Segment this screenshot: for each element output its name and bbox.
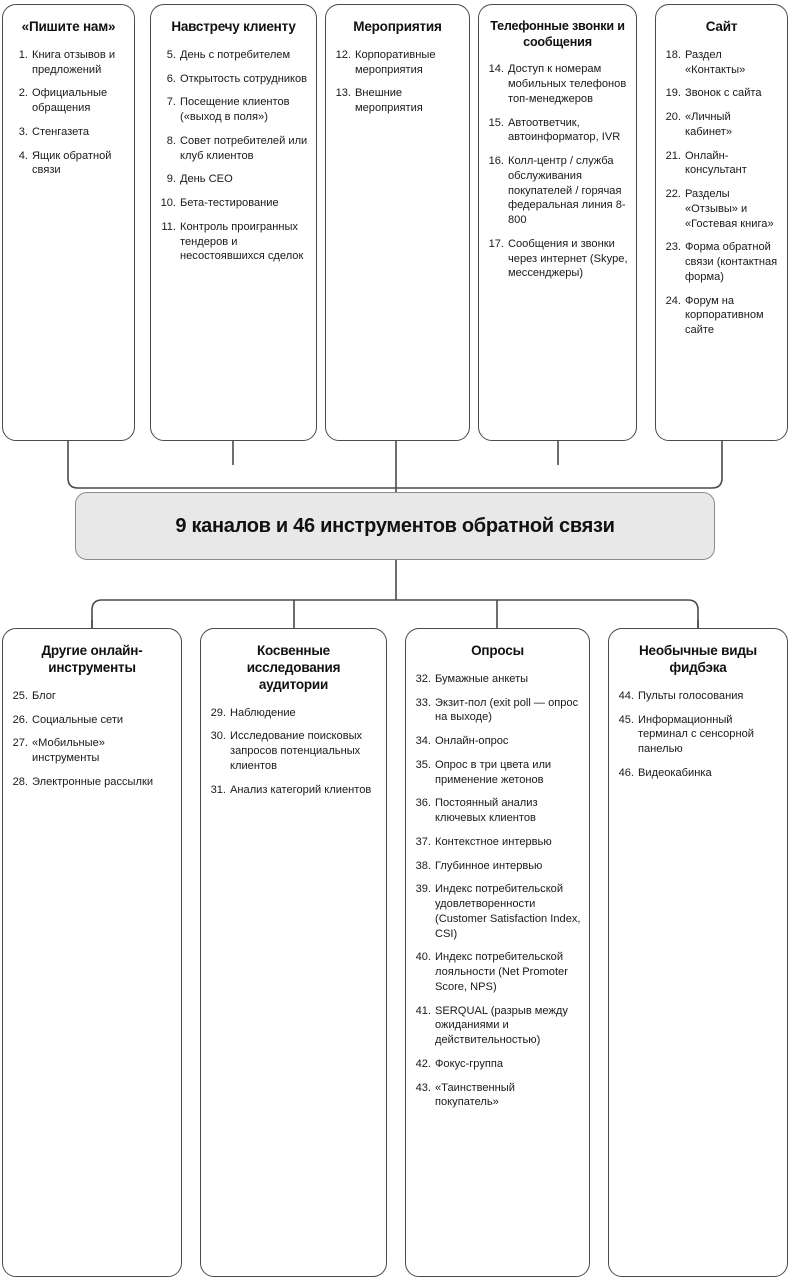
list-item (11, 713, 173, 728)
item-text: Индекс потребительской удовлетворенности (Customer Satisfaction Index, CSI) (435, 883, 581, 940)
node-title: Навстречу клиенту (171, 19, 296, 34)
item-number: 17. (488, 237, 504, 250)
list-item (11, 125, 126, 140)
list-item (159, 172, 308, 187)
item-list (159, 48, 308, 264)
item-text: Фокус-группа (435, 1057, 504, 1070)
item-number: 39. (415, 883, 431, 896)
item-number: 15. (488, 116, 504, 129)
item-text: Стенгазета (32, 125, 90, 138)
item-text: «Мобильные» инструменты (32, 737, 105, 764)
list-item (209, 783, 378, 798)
list-item (11, 149, 126, 179)
list-item (414, 796, 581, 826)
node-telefonnye-zvonki[interactable] (478, 4, 637, 441)
item-number: 7. (166, 96, 176, 109)
item-list (414, 672, 581, 1110)
item-number: 4. (18, 149, 28, 162)
connector-bottom-bus (92, 600, 698, 628)
list-item (159, 48, 308, 63)
node-title: Мероприятия (353, 19, 442, 34)
list-item (159, 95, 308, 125)
list-item (414, 1081, 581, 1111)
list-item (664, 110, 779, 140)
item-text: SERQUAL (разрыв между ожиданиями и действительностью) (435, 1004, 568, 1047)
list-item (414, 859, 581, 874)
list-item (159, 72, 308, 87)
item-number: 9. (166, 173, 176, 186)
item-number: 6. (166, 72, 176, 85)
item-number: 32. (415, 672, 431, 685)
item-text: Автоответчик, автоинформатор, IVR (508, 116, 621, 144)
node-title: «Пишите нам» (21, 19, 116, 34)
item-number: 16. (488, 155, 504, 168)
item-number: 29. (210, 706, 226, 719)
item-text: Форум на корпоративном сайте (685, 294, 764, 337)
list-item (487, 116, 628, 146)
item-number: 13. (335, 87, 351, 100)
node-meropriyatiya[interactable] (325, 4, 470, 441)
item-text: Контроль проигранных тендеров и несостоявшихся сделок (180, 220, 304, 263)
item-text: Пульты голосования (638, 689, 744, 702)
item-text: Глубинное интервью (435, 859, 543, 872)
item-text: Официальные обращения (32, 87, 108, 115)
item-number: 19. (665, 87, 681, 100)
list-item (487, 62, 628, 106)
item-text: День CEO (180, 173, 233, 186)
node-title: Косвенные исследования аудитории (246, 643, 341, 692)
item-number: 28. (12, 775, 28, 788)
list-item (209, 706, 378, 721)
item-text: Наблюдение (230, 706, 296, 719)
list-item (664, 48, 779, 78)
item-number: 27. (12, 737, 28, 750)
list-item (414, 734, 581, 749)
item-text: Социальные сети (32, 713, 124, 726)
list-item (414, 758, 581, 788)
item-number: 22. (665, 188, 681, 201)
node-title: Необычные виды фидбэка (638, 643, 758, 675)
list-item (617, 689, 779, 704)
list-item (11, 86, 126, 116)
list-item (11, 775, 173, 790)
item-list (664, 48, 779, 338)
list-item (334, 86, 461, 116)
item-number: 14. (488, 63, 504, 76)
node-kosvennye-issledovaniya[interactable] (200, 628, 387, 1277)
item-number: 44. (618, 689, 634, 702)
item-number: 45. (618, 713, 634, 726)
item-number: 31. (210, 783, 226, 796)
item-list (209, 706, 378, 798)
item-text: Бета-тестирование (180, 197, 279, 210)
list-item (414, 835, 581, 850)
item-number: 3. (18, 125, 28, 138)
item-number: 5. (166, 48, 176, 61)
list-item (159, 196, 308, 211)
item-text: Разделы «Отзывы» и «Гостевая книга» (685, 188, 774, 230)
item-text: Опрос в три цвета или применение жетонов (435, 758, 552, 786)
item-text: Бумажные анкеты (435, 672, 529, 685)
list-item (11, 689, 173, 704)
list-item (159, 220, 308, 264)
item-number: 12. (335, 48, 351, 61)
item-number: 46. (618, 766, 634, 779)
item-text: Информационный терминал с сенсорной панелью (638, 713, 754, 755)
node-drugie-onlain-instrumenty[interactable] (2, 628, 182, 1277)
list-item (414, 1057, 581, 1072)
item-number: 41. (415, 1004, 431, 1017)
list-item (414, 696, 581, 726)
list-item (487, 154, 628, 228)
item-number: 25. (12, 689, 28, 702)
item-number: 23. (665, 241, 681, 254)
item-number: 36. (415, 797, 431, 810)
item-text: День с потребителем (180, 48, 291, 61)
list-item (209, 729, 378, 773)
item-text: Блог (32, 689, 56, 702)
item-text: Корпоративные мероприятия (355, 48, 436, 76)
item-list (11, 48, 126, 178)
item-text: Книга отзывов и предложений (32, 48, 116, 76)
item-text: Звонок с сайта (685, 87, 762, 100)
item-text: Индекс потребительской лояльности (Net Promoter Score, NPS) (435, 951, 568, 993)
item-text: Колл-центр / служба обслуживания покупателей / горячая федеральная линия 8-800 (508, 155, 626, 227)
node-title: Другие онлайн-инструменты (41, 643, 143, 675)
item-list (11, 689, 173, 790)
item-number: 10. (160, 197, 176, 210)
item-text: «Личный кабинет» (685, 111, 732, 138)
connector-top-bus (68, 465, 722, 488)
item-text: Онлайн-опрос (435, 735, 509, 748)
item-text: Ящик обратной связи (32, 149, 112, 177)
list-item (11, 48, 126, 78)
list-item (11, 736, 173, 766)
item-number: 21. (665, 149, 681, 162)
banner-title: 9 каналов и 46 инструментов обратной связи (175, 514, 615, 537)
node-sait[interactable] (655, 4, 788, 441)
item-number: 18. (665, 48, 681, 61)
item-text: Онлайн-консультант (685, 149, 747, 177)
list-item (664, 294, 779, 338)
item-number: 30. (210, 730, 226, 743)
item-number: 26. (12, 713, 28, 726)
node-pishite-nam[interactable] (2, 4, 135, 441)
item-text: Постоянный анализ ключевых клиентов (435, 797, 538, 825)
list-item (487, 237, 628, 281)
list-item (159, 134, 308, 164)
item-number: 33. (415, 696, 431, 709)
list-item (414, 882, 581, 941)
item-number: 2. (18, 87, 28, 100)
item-text: Совет потребителей или клуб клиентов (180, 134, 308, 162)
list-item (664, 240, 779, 284)
item-text: Посещение клиентов («выход в поля») (180, 96, 290, 124)
item-text: Видеокабинка (638, 766, 712, 779)
item-number: 34. (415, 735, 431, 748)
item-text: Сообщения и звонки через интернет (Skype, мессенджеры) (508, 237, 628, 280)
item-number: 24. (665, 294, 681, 307)
list-item (664, 149, 779, 179)
node-navstrechu-klientu[interactable] (150, 4, 317, 441)
item-number: 20. (665, 111, 681, 124)
center-banner[interactable] (75, 492, 715, 560)
item-text: Открытость сотрудников (180, 72, 308, 85)
item-text: Раздел «Контакты» (685, 48, 746, 76)
item-number: 42. (415, 1057, 431, 1070)
item-number: 8. (166, 134, 176, 147)
node-neobychnye-vidy-fidbeka[interactable] (608, 628, 788, 1277)
item-text: Электронные рассылки (32, 775, 154, 788)
item-list (487, 62, 628, 281)
node-title: Телефонные звонки и сообщения (490, 19, 625, 49)
item-list (617, 689, 779, 781)
item-text: Анализ категорий клиентов (230, 783, 372, 796)
item-text: Исследование поисковых запросов потенциальных клиентов (230, 730, 363, 772)
node-oprosy[interactable] (405, 628, 590, 1277)
list-item (664, 187, 779, 231)
item-text: Контекстное интервью (435, 835, 552, 848)
item-text: «Таинственный покупатель» (435, 1081, 515, 1109)
list-item (414, 1004, 581, 1048)
item-number: 38. (415, 859, 431, 872)
list-item (414, 950, 581, 994)
item-number: 1. (18, 48, 28, 61)
list-item (414, 672, 581, 687)
list-item (617, 766, 779, 781)
item-number: 40. (415, 951, 431, 964)
list-item (617, 713, 779, 757)
node-title: Сайт (705, 19, 738, 34)
item-list (334, 48, 461, 116)
item-number: 35. (415, 758, 431, 771)
item-text: Форма обратной связи (контактная форма) (685, 241, 778, 283)
item-number: 11. (161, 220, 176, 233)
item-number: 43. (415, 1081, 431, 1094)
list-item (664, 86, 779, 101)
list-item (334, 48, 461, 78)
item-text: Доступ к номерам мобильных телефонов топ-менеджеров (508, 63, 627, 105)
node-title: Опросы (471, 643, 524, 658)
item-text: Внешние мероприятия (355, 87, 423, 115)
item-text: Экзит-пол (exit poll — опрос на выходе) (435, 696, 579, 724)
item-number: 37. (415, 835, 431, 848)
